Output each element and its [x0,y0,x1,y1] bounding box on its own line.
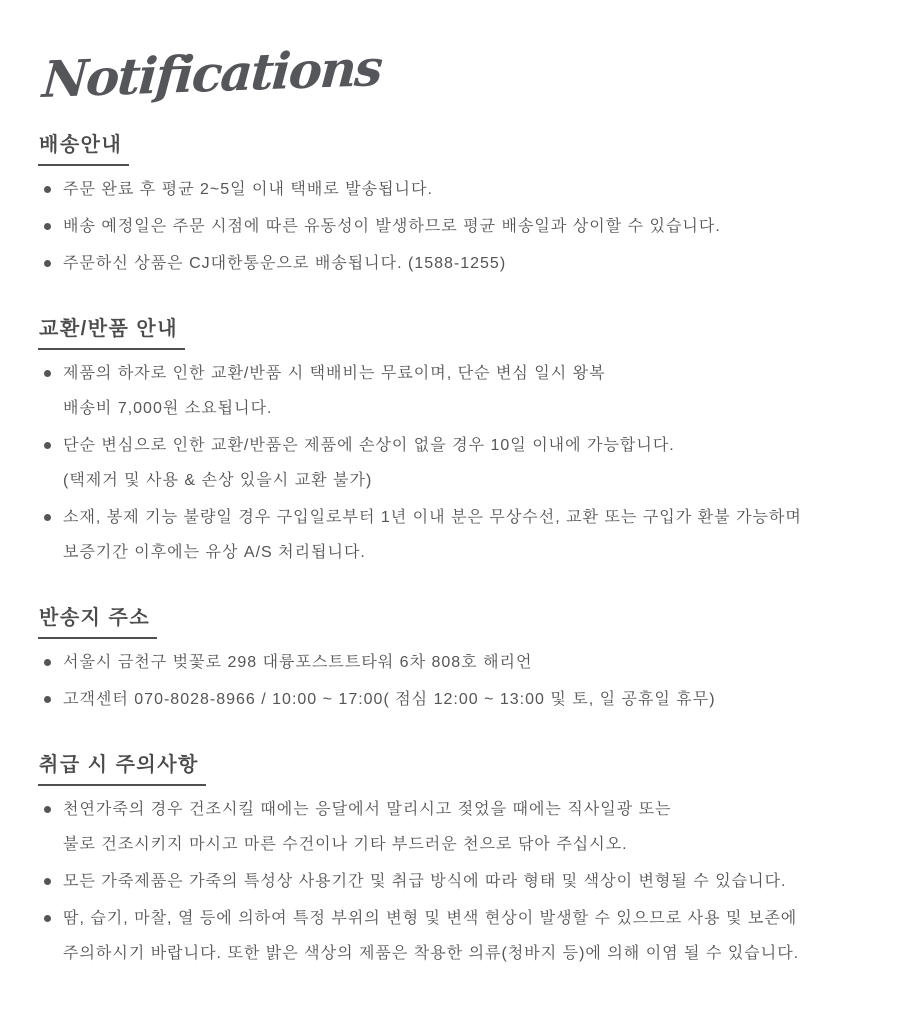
notice-text: 주의하시기 바랍니다. 또한 밝은 색상의 제품은 착용한 의류(청바지 등)에 의해 이염 될 수 있습니다. [63,944,800,962]
notice-line-continuation [38,391,884,426]
notice-line [38,246,884,281]
section-handling-precautions [38,753,884,971]
notice-text: 서울시 금천구 벚꽃로 298 대륭포스트트타워 6차 808호 해리언 [63,653,533,671]
list-item [38,792,884,862]
bullet-dot-icon [44,915,51,922]
notice-line [38,645,884,680]
list-item [38,246,884,281]
list-item [38,356,884,426]
list-item [38,901,884,971]
notice-text: 모든 가죽제품은 가죽의 특성상 사용기간 및 취급 방식에 따라 형태 및 색상이 변형될 수 있습니다. [63,872,787,890]
notice-text: 주문하신 상품은 CJ대한통운으로 배송됩니다. (1588-1255) [63,254,507,272]
list-item [38,172,884,207]
bullet-dot-icon [44,696,51,703]
notice-line [38,792,884,827]
notice-text: 보증기간 이후에는 유상 A/S 처리됩니다. [63,543,366,561]
notice-text: 제품의 하자로 인한 교환/반품 시 택배비는 무료이며, 단순 변심 일시 왕복 [63,364,606,382]
notice-text: 천연가죽의 경우 건조시킬 때에는 응달에서 말리시고 젖었을 때에는 직사일광 또는 [63,800,672,818]
section-shipping [38,133,884,281]
notice-line [38,901,884,936]
notice-line [38,172,884,207]
bullet-dot-icon [44,659,51,666]
notice-text: 단순 변심으로 인한 교환/반품은 제품에 손상이 없을 경우 10일 이내에 가능합니다. [63,436,675,454]
list-item [38,645,884,680]
notice-text: 땀, 습기, 마찰, 열 등에 의하여 특정 부위의 변형 및 변색 현상이 발생할 수 있으므로 사용 및 보존에 [63,909,798,927]
list-item [38,209,884,244]
notice-text: 소재, 봉제 기능 불량일 경우 구입일로부터 1년 이내 분은 무상수선, 교환 또는 구입가 환불 가능하며 [63,508,802,526]
section-shipping-heading: 배송안내 [38,133,129,166]
section-exchange-return-heading: 교환/반품 안내 [38,317,185,350]
notice-line [38,500,884,535]
section-return-address-heading: 반송지 주소 [38,606,157,639]
list-item [38,682,884,717]
notice-line [38,428,884,463]
list-item [38,500,884,570]
notice-text: (택제거 및 사용 & 손상 있을시 교환 불가) [63,471,373,489]
notice-line-continuation [38,827,884,862]
notice-line-continuation [38,535,884,570]
bullet-dot-icon [44,442,51,449]
page-title-script: Notifications [40,37,383,109]
section-exchange-return [38,317,884,570]
notice-line [38,682,884,717]
notice-line [38,356,884,391]
notice-line-continuation [38,463,884,498]
bullet-dot-icon [44,514,51,521]
bullet-dot-icon [44,186,51,193]
notice-text: 고객센터 070-8028-8966 / 10:00 ~ 17:00( 점심 12:00 ~ 13:00 및 토, 일 공휴일 휴무) [63,690,716,708]
bullet-dot-icon [44,260,51,267]
list-item [38,428,884,498]
bullet-dot-icon [44,806,51,813]
bullet-dot-icon [44,223,51,230]
bullet-dot-icon [44,370,51,377]
notice-line [38,864,884,899]
section-handling-precautions-heading: 취급 시 주의사항 [38,753,206,786]
notice-line [38,209,884,244]
notice-text: 배송 예정일은 주문 시점에 따른 유동성이 발생하므로 평균 배송일과 상이할 수 있습니다. [63,217,721,235]
bullet-dot-icon [44,878,51,885]
notice-text: 불로 건조시키지 마시고 마른 수건이나 기타 부드러운 천으로 닦아 주십시오. [63,835,628,853]
notice-text: 주문 완료 후 평균 2~5일 이내 택배로 발송됩니다. [63,180,433,198]
list-item [38,864,884,899]
section-return-address [38,606,884,717]
notice-text: 배송비 7,000원 소요됩니다. [63,399,273,417]
notice-line-continuation [38,936,884,971]
